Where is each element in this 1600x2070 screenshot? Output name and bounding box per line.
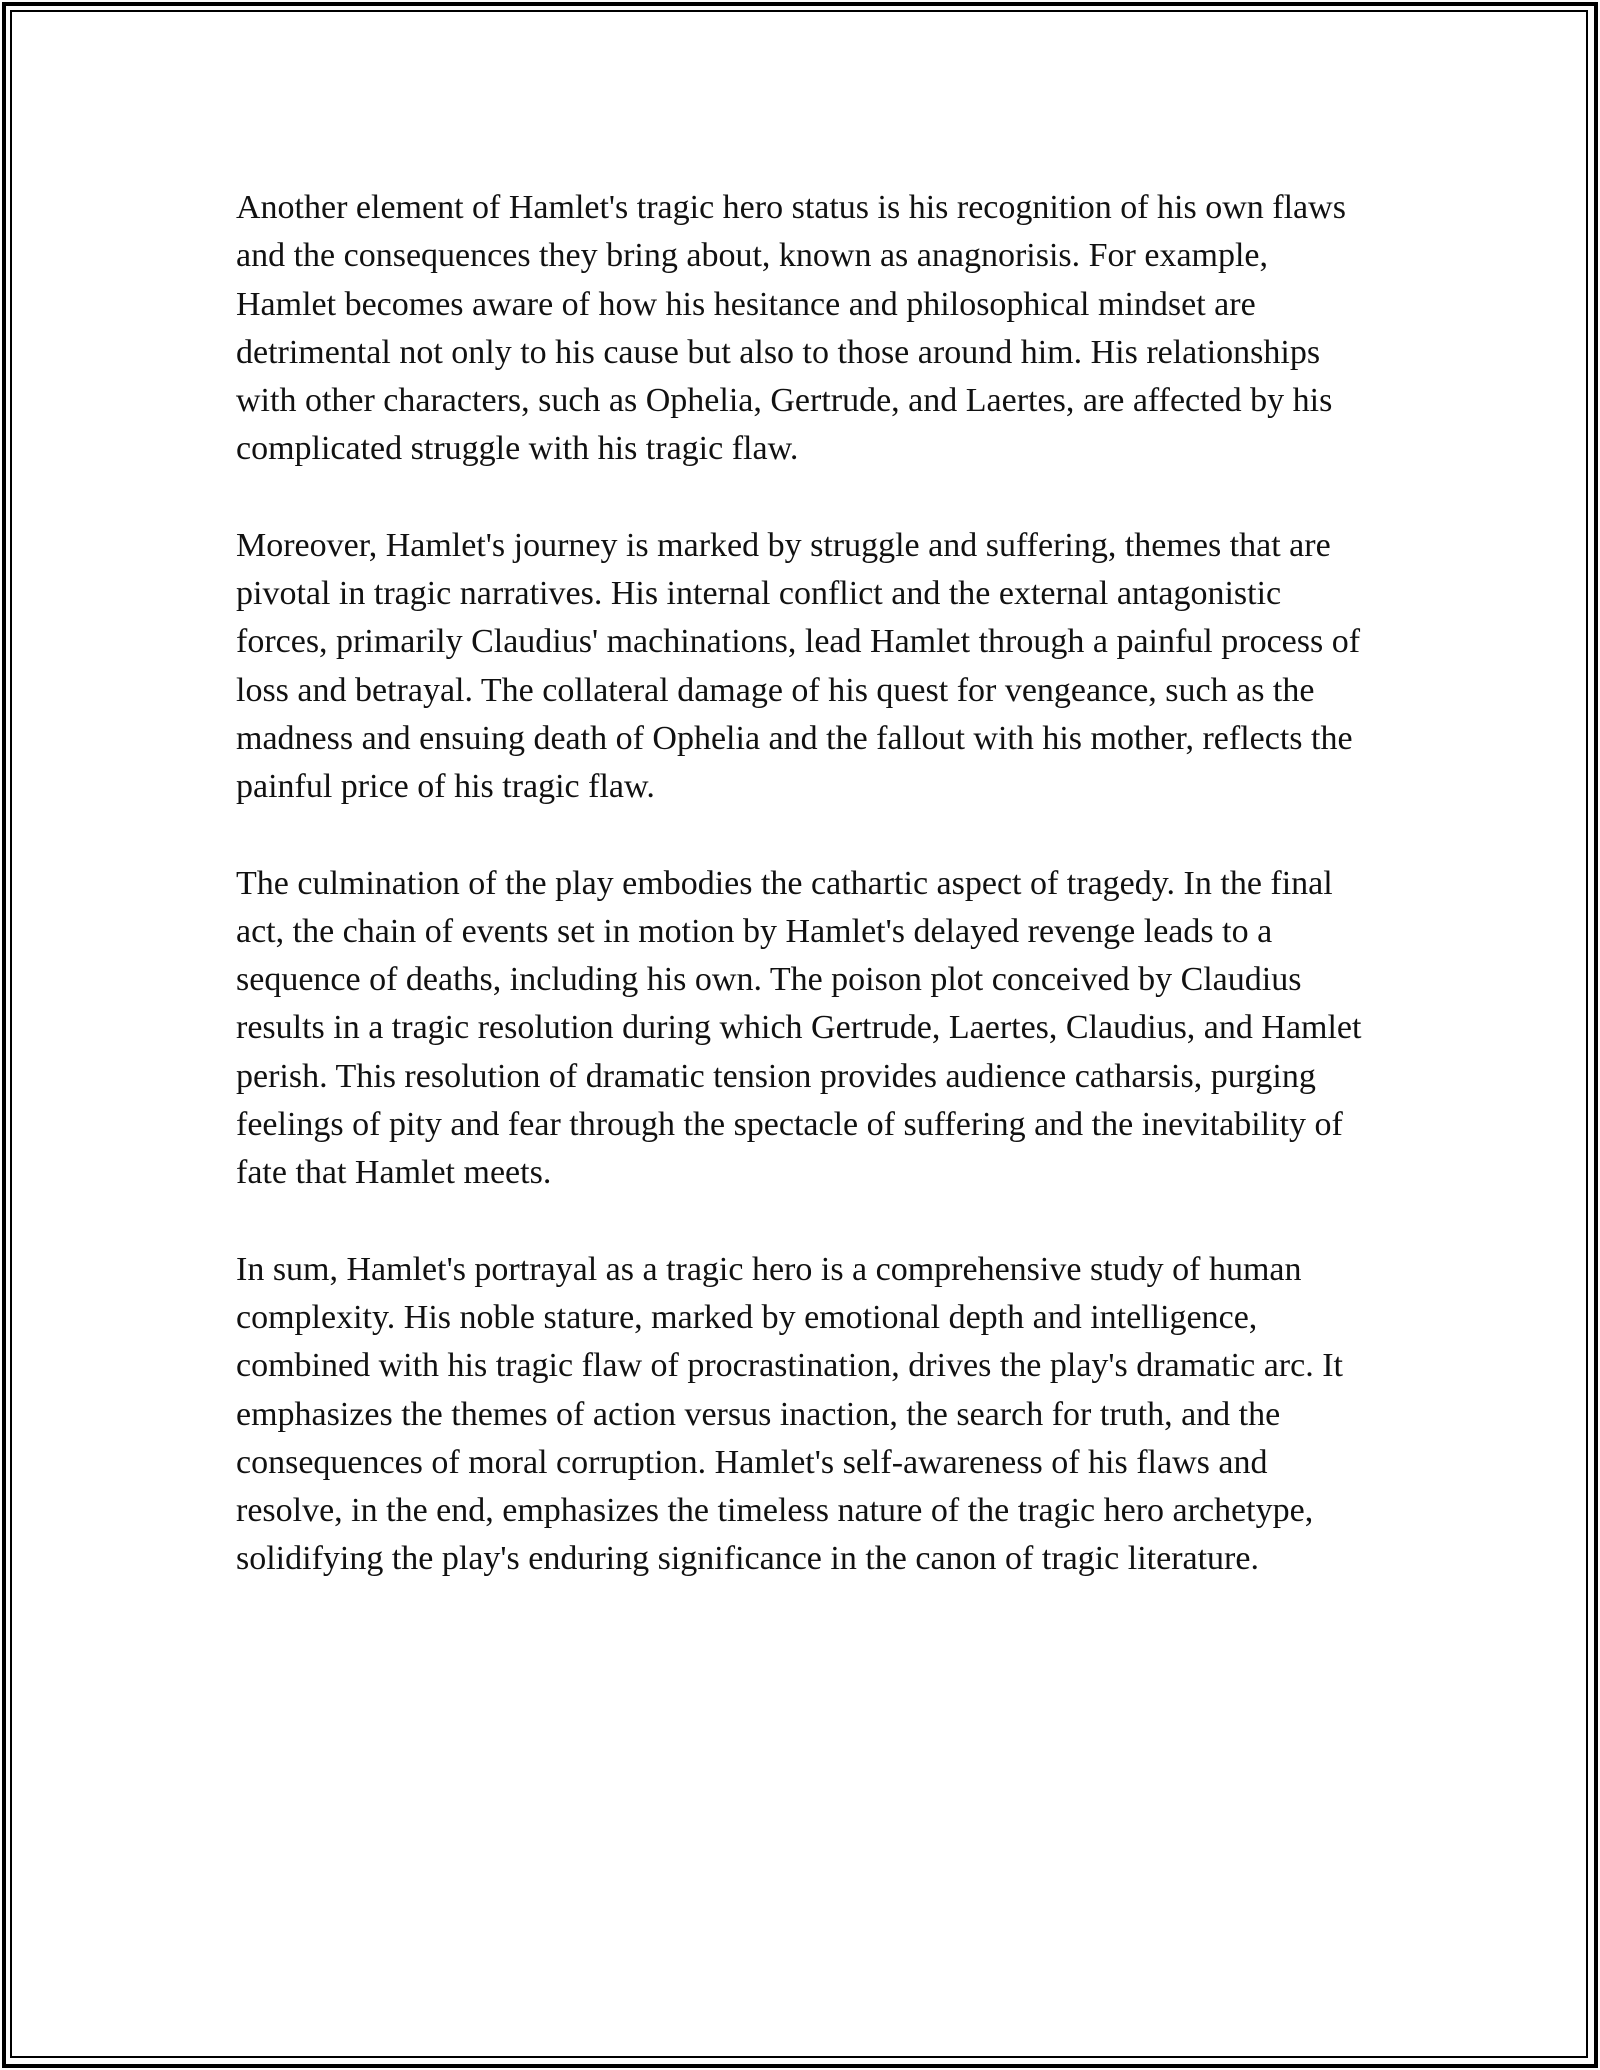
paragraph-catharsis: The culmination of the play embodies the cathartic aspect of tragedy. In the final act, the chain of events set in motion by Hamlet's delayed revenge leads to a sequence of deaths, including his own. The poison plot conceived by Claudius results in a tragic resolution during which Gertrude, Laertes, Claudius, and Hamlet perish. This resolution of dramatic tension provides audience catharsis, purging feelings of pity and fear through the spectacle of suffering and the inevitability of fate that Hamlet meets. bbox=[236, 864, 1362, 1192]
document-body bbox=[236, 184, 1376, 1584]
paragraph-anagnorisis: Another element of Hamlet's tragic hero status is his recognition of his own flaws and the consequences they bring about, known as anagnorisis. For example, Hamlet becomes aware of how his hesitance and philosophical mindset are detrimental not only to his cause but also to those around him. His relationships with other characters, such as Ophelia, Gertrude, and Laertes, are affected by his complicated struggle with his tragic flaw. bbox=[236, 189, 1346, 468]
paragraph-conclusion: In sum, Hamlet's portrayal as a tragic hero is a comprehensive study of human complexity. His noble stature, marked by emotional depth and intelligence, combined with his tragic flaw of procrastination, drives the play's dramatic arc. It emphasizes the themes of action versus inaction, the search for truth, and the consequences of moral corruption. Hamlet's self-awareness of his flaws and resolve, in the end, emphasizes the timeless nature of the tragic hero archetype, solidifying the play's enduring significance in the canon of tragic literature. bbox=[236, 1250, 1343, 1578]
paragraph-struggle-suffering: Moreover, Hamlet's journey is marked by struggle and suffering, themes that are pivotal in tragic narratives. His internal conflict and the external antagonistic forces, primarily Claudius' machinations, lead Hamlet through a painful process of loss and betrayal. The collateral damage of his quest for vengeance, such as the madness and ensuing death of Ophelia and the fallout with his mother, reflects the painful price of his tragic flaw. bbox=[236, 526, 1361, 806]
